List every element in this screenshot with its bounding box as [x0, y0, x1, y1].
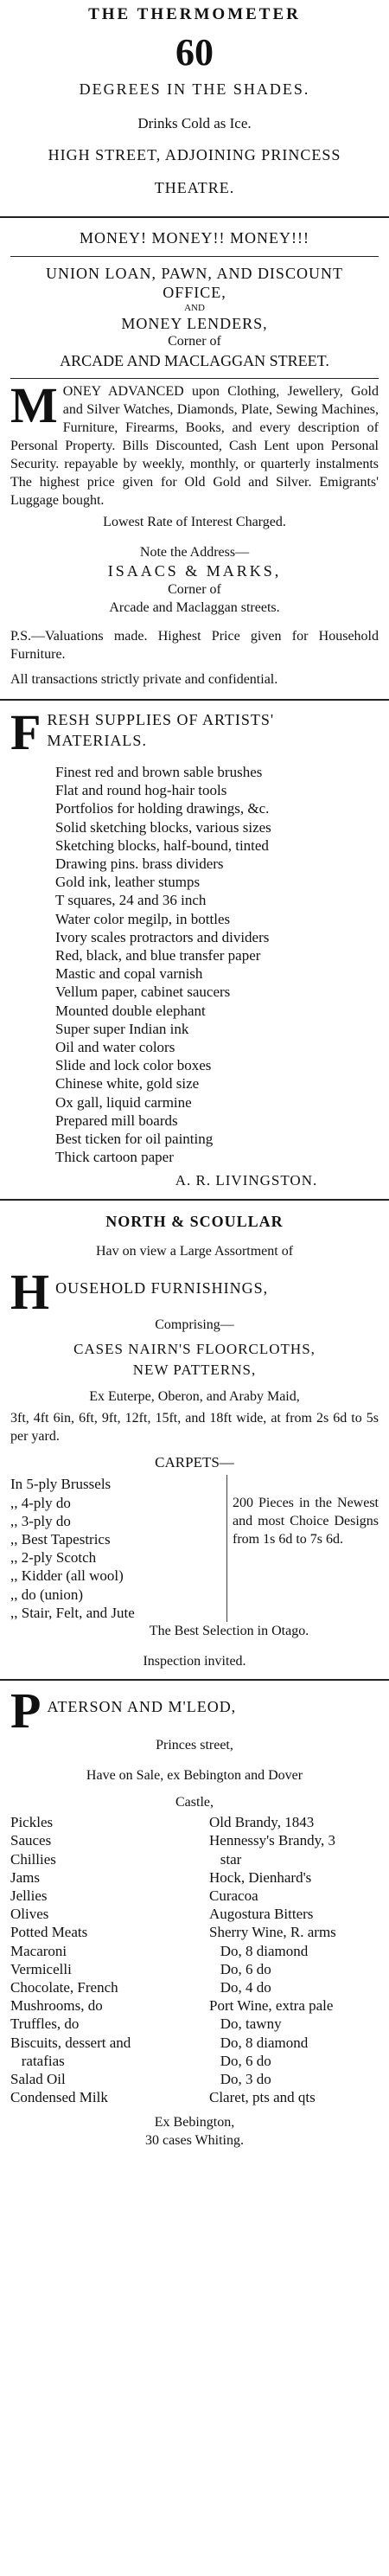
list-item: T squares, 24 and 36 inch: [55, 892, 207, 909]
list-item: Water color megilp, in bottles: [55, 910, 231, 927]
list-item: Potted Meats: [10, 1924, 88, 1941]
north-scoullar-ad: [0, 1211, 389, 1670]
artists-ad: [0, 701, 389, 1190]
ad-heading: [10, 704, 379, 760]
divider: [10, 378, 379, 379]
list-item: Do, tawny: [209, 2015, 282, 2033]
ad-text: AND: [184, 303, 205, 313]
thermometer-ad: [0, 0, 389, 199]
list-item: ,, 4-ply do: [10, 1494, 71, 1511]
list-item: Jams: [10, 1868, 40, 1886]
list-item: Condensed Milk: [10, 2089, 108, 2106]
list-item: Chillies: [10, 1850, 56, 1868]
list-item: Mounted double elephant: [55, 1002, 206, 1019]
ad-subtitle: DEGREES IN THE SHADES.: [79, 80, 310, 98]
list-item: Finest red and brown sable brushes: [55, 764, 263, 780]
ad-text: Drinks Cold as Ice.: [137, 115, 252, 131]
ad-heading: CASES NAIRN'S FLOORCLOTHS,: [73, 1341, 316, 1358]
list-item: Drawing pins. brass dividers: [55, 855, 224, 873]
ad-text: P.S.—Valuations made. Highest Price given for Household Furniture.: [10, 629, 379, 662]
list-item: Olives: [10, 1906, 49, 1923]
list-item: In 5-ply Brussels: [10, 1476, 112, 1493]
ad-body-text: ONEY ADVANCED upon Clothing, Jewellery, Gold and Silver Watches, Diamonds, Plate, Sewing Machines, Furniture, Firearms, Books, and every description of Personal Property. Bills Discounted, Cash Lent upon Personal Security. repayable by weekly, monthly, or quarterly instalments The highest price given for Old Gold and Silver. Emigrants' Luggage bought.: [10, 384, 379, 508]
ad-text: Castle,: [175, 1795, 214, 1810]
ad-address: THEATRE.: [154, 179, 235, 196]
ad-text: Ex Bebington,: [154, 2115, 235, 2131]
ad-heading: ISAACS & MARKS,: [107, 562, 282, 580]
list-item: ,, do (union): [10, 1586, 84, 1603]
ad-address: Arcade and Maclaggan streets.: [109, 600, 280, 615]
ad-heading: OFFICE,: [163, 284, 226, 301]
list-item: Ox gall, liquid carmine: [55, 1093, 192, 1111]
paterson-ad: [0, 1681, 389, 2150]
list-item: Prepared mill boards: [55, 1112, 178, 1129]
loan-ad: [0, 227, 389, 689]
carpet-section: [10, 1475, 379, 1622]
ad-text: 200 Pieces in the Newest and most Choice Designs from 1s 6d to 7s 6d.: [226, 1475, 379, 1622]
list-item: Sketching blocks, half-bound, tinted: [55, 836, 269, 854]
ad-body: [10, 377, 379, 509]
list-item: Gold ink, leather stumps: [55, 874, 201, 891]
list-item: Mastic and copal varnish: [55, 965, 203, 983]
list-item: Jellies: [10, 1887, 48, 1904]
list-item: Do, 6 do: [209, 2052, 271, 2069]
list-item: Hock, Dienhard's: [209, 1868, 312, 1886]
drop-cap: H: [10, 1264, 51, 1321]
list-item: ,, 3-ply do: [10, 1512, 71, 1529]
list-item: Do, 8 diamond: [209, 2034, 309, 2051]
list-item: Oil and water colors: [55, 1039, 175, 1056]
ad-text: Lowest Rate of Interest Charged.: [103, 515, 286, 529]
list-item: ,, Stair, Felt, and Jute: [10, 1604, 135, 1621]
list-item: Slide and lock color boxes: [55, 1057, 212, 1074]
drop-cap: F: [10, 704, 42, 760]
list-item: Red, black, and blue transfer paper: [55, 947, 261, 964]
ad-text: Comprising—: [155, 1317, 234, 1333]
list-item: ,, 2-ply Scotch: [10, 1549, 97, 1567]
list-item: ratafias: [10, 2052, 65, 2069]
ad-text: Have on Sale, ex Bebington and Dover: [86, 1768, 303, 1784]
list-item: Claret, pts and qts: [209, 2089, 316, 2106]
list-item: Biscuits, dessert and: [10, 2034, 131, 2051]
list-item: Port Wine, extra pale: [209, 1997, 334, 2015]
spirits-list: [209, 1813, 379, 2106]
list-item: Pickles: [10, 1814, 54, 1831]
list-item: Solid sketching blocks, various sizes: [55, 818, 271, 836]
ad-heading: [10, 1264, 379, 1321]
list-item: Flat and round hog-hair tools: [55, 782, 227, 799]
list-item: Ivory scales protractors and dividers: [55, 928, 270, 945]
ad-text: Inspection invited.: [143, 1654, 246, 1669]
list-item: Truffles, do: [10, 2015, 80, 2033]
list-item: Super super Indian ink: [55, 1020, 189, 1037]
ad-title: THE THERMOMETER: [88, 5, 301, 23]
ad-heading: MONEY! MONEY!! MONEY!!!: [80, 229, 309, 247]
list-item: ,, Best Tapestrics: [10, 1531, 111, 1548]
temperature-value: 60: [175, 31, 214, 74]
ad-text: All transactions strictly private and confidential.: [10, 672, 278, 687]
list-item: Augostura Bitters: [209, 1906, 314, 1923]
groceries-list: [10, 1813, 209, 2106]
ad-heading: NEW PATTERNS,: [132, 1362, 257, 1379]
list-item: Sauces: [10, 1832, 52, 1849]
ad-text: Hav on view a Large Assortment of: [95, 1244, 294, 1259]
list-item: Best ticken for oil painting: [55, 1131, 214, 1148]
list-item: Sherry Wine, R. arms: [209, 1924, 336, 1941]
list-item: Do, 4 do: [209, 1978, 271, 1996]
list-item: Do, 3 do: [209, 2070, 271, 2087]
signature: A. R. LIVINGSTON.: [175, 1172, 318, 1189]
carpet-list: [10, 1475, 226, 1622]
ad-text: The Best Selection in Otago.: [149, 1624, 309, 1639]
goods-table: [10, 1813, 379, 2106]
divider: [0, 216, 389, 218]
list-item: Old Brandy, 1843: [209, 1814, 315, 1831]
list-item: Portfolios for holding drawings, &c.: [55, 800, 270, 817]
ad-address: Princes street,: [156, 1738, 233, 1753]
list-item: star: [209, 1850, 242, 1868]
list-item: Hennessy's Brandy, 3: [209, 1832, 335, 1849]
list-item: Vellum paper, cabinet saucers: [55, 984, 231, 1001]
ad-text: 3ft, 4ft 6in, 6ft, 9ft, 12ft, 15ft, and 18ft wide, at from 2s 6d to 5s per yard.: [10, 1411, 379, 1445]
ad-text: 30 cases Whiting.: [145, 2133, 244, 2149]
ad-heading: MONEY LENDERS,: [121, 315, 268, 332]
ad-text: Corner of: [168, 582, 221, 597]
list-item: Mushrooms, do: [10, 1997, 103, 2015]
ad-address: ARCADE AND MACLAGGAN STREET.: [60, 352, 329, 369]
divider: [0, 1199, 389, 1201]
ad-heading-text: ATERSON AND M'LEOD,: [47, 1698, 237, 1716]
list-item: ,, Kidder (all wool): [10, 1567, 124, 1585]
list-item: Vermicelli: [10, 1960, 72, 1977]
artists-item-list: [10, 763, 379, 1166]
ad-heading-text: OUSEHOLD FURNISHINGS,: [55, 1279, 269, 1298]
drop-cap: P: [10, 1682, 42, 1740]
drop-cap: M: [10, 377, 58, 433]
list-item: Chinese white, gold size: [55, 1075, 200, 1093]
ad-text: Corner of: [168, 334, 221, 349]
ad-heading: [10, 1682, 379, 1740]
list-item: Do, 8 diamond: [209, 1942, 309, 1959]
ad-heading: UNION LOAN, PAWN, AND DISCOUNT: [46, 265, 343, 282]
ad-heading: NORTH & SCOULLAR: [105, 1213, 284, 1231]
ad-heading-text: RESH SUPPLIES OF ARTISTS' MATERIALS.: [47, 711, 275, 749]
ad-heading: CARPETS—: [155, 1454, 234, 1471]
ad-text: Ex Euterpe, Oberon, and Araby Maid,: [89, 1389, 300, 1405]
list-item: Salad Oil: [10, 2070, 66, 2087]
list-item: Chocolate, French: [10, 1978, 118, 1996]
list-item: Do, 6 do: [209, 1960, 271, 1977]
list-item: Thick cartoon paper: [55, 1149, 174, 1166]
ad-text: Note the Address—: [139, 545, 250, 560]
ad-address: HIGH STREET, ADJOINING PRINCESS: [48, 146, 341, 163]
list-item: Macaroni: [10, 1942, 67, 1959]
divider: [10, 256, 379, 257]
list-item: Curacoa: [209, 1887, 258, 1904]
